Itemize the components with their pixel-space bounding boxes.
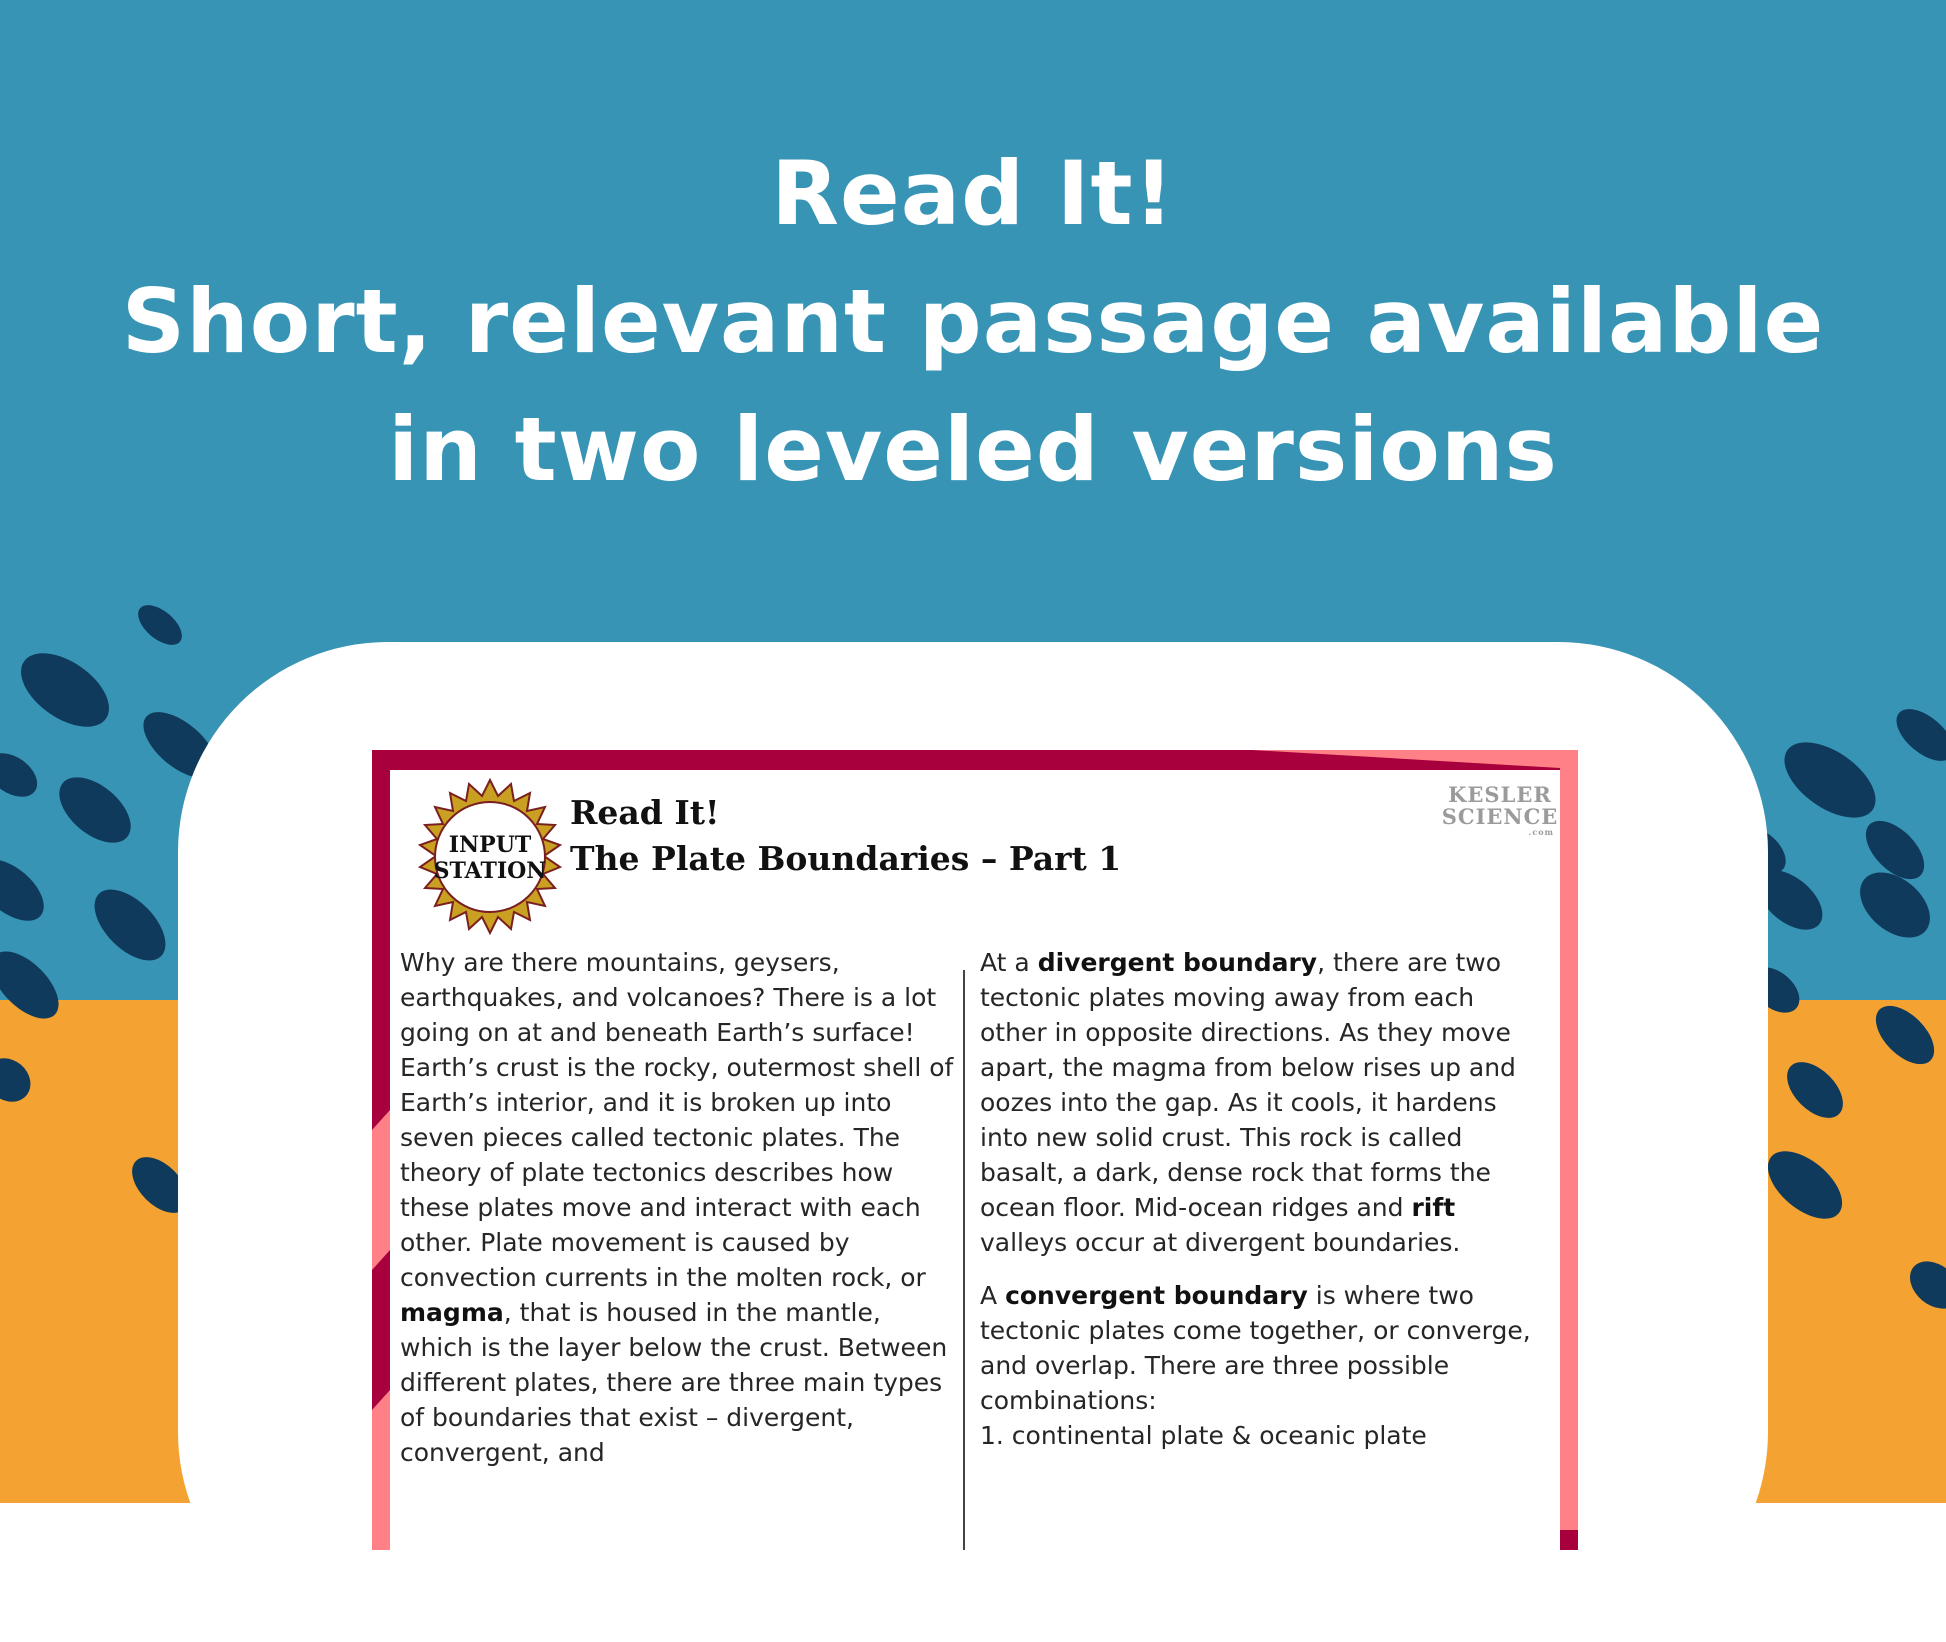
text-span: At a — [980, 948, 1038, 977]
document-title-line-2: The Plate Boundaries – Part 1 — [570, 839, 1122, 878]
logo-suffix: .com — [1528, 827, 1554, 837]
text-span: is where two tectonic plates come together, or converge, and overlap. There are three possible combinations: — [980, 1281, 1531, 1415]
document-preview — [372, 750, 1578, 1550]
text-span: valleys occur at divergent boundaries. — [980, 1228, 1461, 1257]
text-span: A — [980, 1281, 1006, 1310]
bold-term-rift: rift — [1411, 1193, 1456, 1222]
document-title-line-1: Read It! — [570, 793, 720, 832]
text-span: , that is housed in the mantle, which is the layer below the crust. Between different plates, there are three main types of boundaries that exist – divergent, convergent, and — [400, 1298, 948, 1467]
logo-line-1: KESLER — [1448, 782, 1552, 807]
document-title — [570, 790, 1121, 882]
badge-line-1: INPUT — [448, 832, 532, 858]
left-paragraph-1 — [400, 945, 960, 1470]
kesler-science-logo — [1440, 784, 1560, 836]
headline-line-2: Short, relevant passage available — [121, 270, 1825, 373]
right-column — [980, 945, 1540, 1471]
headline-line-3: in two leveled versions — [388, 398, 1558, 501]
badge-line-2: STATION — [433, 858, 547, 884]
logo-line-2: SCIENCE — [1441, 804, 1559, 829]
bold-term-divergent: divergent boundary — [1037, 948, 1318, 977]
right-paragraph-1 — [980, 945, 1540, 1260]
badge-label — [410, 778, 570, 938]
text-span: , there are two tectonic plates moving away from each other in opposite directions. As they move apart, the magma from below rises up and oozes into the gap. As it cools, it hardens into new solid crust. This rock is called basalt, a dark, dense rock that forms the ocean floor. Mid-ocean ridges and — [980, 948, 1516, 1222]
document-page — [390, 770, 1560, 1550]
left-column — [400, 945, 960, 1488]
column-divider — [963, 970, 965, 1550]
list-item: 1. continental plate & oceanic plate — [980, 1421, 1427, 1450]
bold-term-convergent: convergent boundary — [1005, 1281, 1308, 1310]
right-paragraph-2 — [980, 1278, 1540, 1453]
bold-term-magma: magma — [400, 1298, 504, 1327]
text-span: Why are there mountains, geysers, earthquakes, and volcanoes? There is a lot going on at and beneath Earth’s surface! Earth’s crust is the rocky, outermost shell of Earth’s interior, and it is broken up into seven pieces called tectonic plates. The theory of plate tectonics describes how these plates move and interact with each other. Plate movement is caused by convection currents in the molten rock, or — [400, 948, 954, 1292]
headline — [0, 130, 1946, 514]
headline-line-1: Read It! — [771, 142, 1175, 245]
